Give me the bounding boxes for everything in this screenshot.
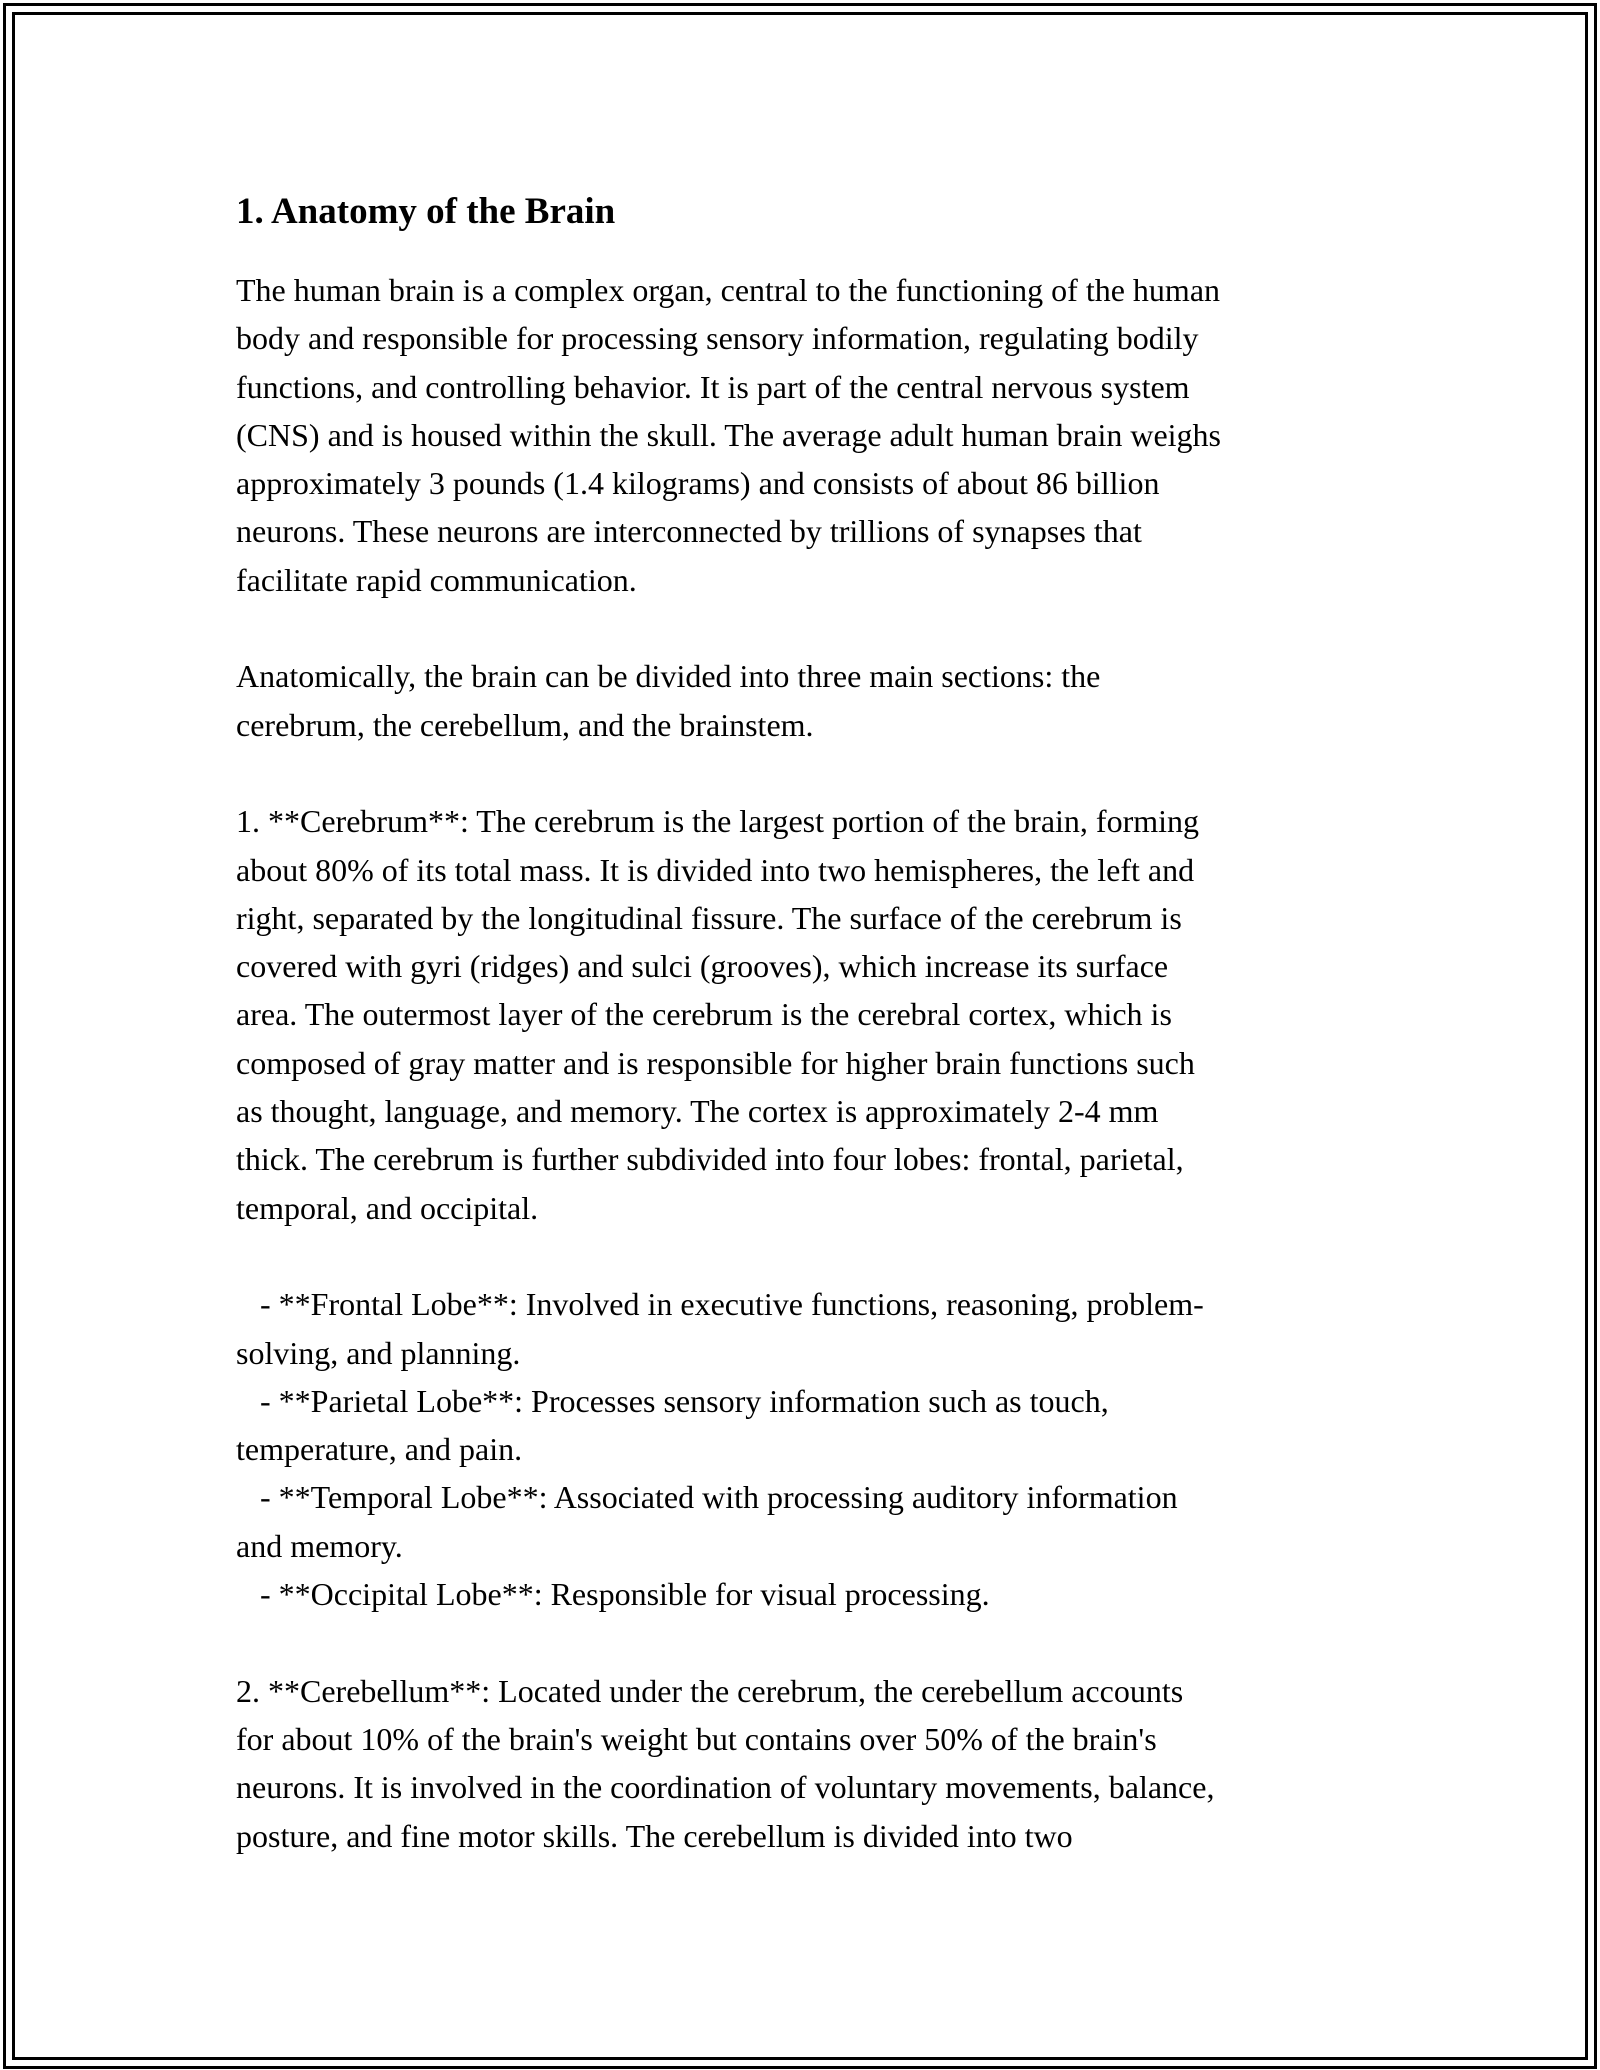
section-heading: 1. Anatomy of the Brain <box>236 191 616 232</box>
document-body-text: The human brain is a complex organ, central to the functioning of the human body and responsible for processing sensory information, regulating bodily functions, and controlling behavior. It is part of the central nervous system (CNS) and is housed within the skull. The average adult human brain weighs approximately 3 pounds (1.4 kilograms) and consists of about 86 billion neurons. These neurons are interconnected by trillions of synapses that facilitate rapid communication. Anatomically, the brain can be divided into three main sections: the cerebrum, the cerebellum, and the brainstem. 1. **Cerebrum**: The cerebrum is the largest portion of the brain, forming about 80% of its total mass. It is divided into two hemispheres, the left and right, separated by the longitudinal fissure. The surface of the cerebrum is covered with gyri (ridges) and sulci (grooves), which increase its surface area. The outermost layer of the cerebrum is the cerebral cortex, which is composed of gray matter and is responsible for higher brain functions such as thought, language, and memory. The cortex is approximately 2-4 mm thick. The cerebrum is further subdivided into four lobes: frontal, parietal, temporal, and occipital. - **Frontal Lobe**: Involved in executive functions, reasoning, problem- solving, and planning. - **Parietal Lobe**: Processes sensory information such as touch, temperature, and pain. - **Temporal Lobe**: Associated with processing auditory information and memory. - **Occipital Lobe**: Responsible for visual processing. 2. **Cerebellum**: Located under the cerebrum, the cerebellum accounts for about 10% of the brain's weight but contains over 50% of the brain's neurons. It is involved in the coordination of voluntary movements, balance, posture, and fine motor skills. The cerebellum is divided into two <box>236 272 1221 1854</box>
document-content <box>236 186 1376 1860</box>
